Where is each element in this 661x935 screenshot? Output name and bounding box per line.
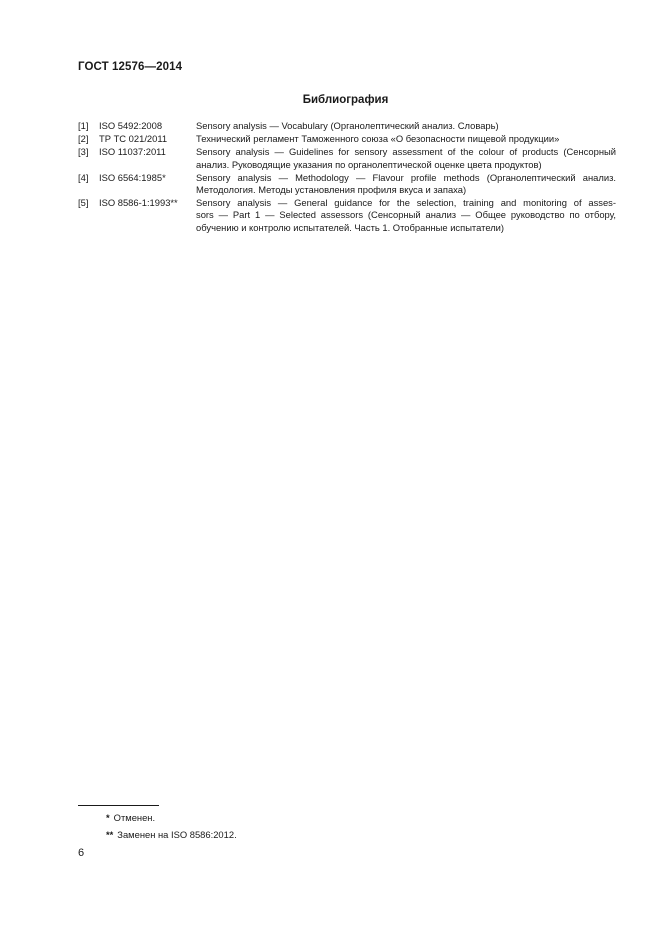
entry-description-line: Технический регламент Таможенного союза «О безопасности пищевой продукции» (196, 133, 560, 145)
bibliography-entry (78, 172, 616, 196)
entry-description (196, 172, 616, 196)
entry-description-line: Sensory analysis — Methodology — Flavour profile methods (Органолептический анализ. (196, 171, 616, 183)
entry-standard: ISO 11037:2011 (99, 146, 166, 158)
footnote (106, 812, 155, 823)
entry-number: [2] (78, 133, 89, 145)
bibliography-entry (78, 120, 616, 132)
entry-description (196, 197, 616, 234)
footnote (106, 829, 237, 840)
footnote-divider (78, 805, 159, 806)
entry-description-line: Sensory analysis — Guidelines for sensory assessment of the colour of products (Сенсорный (196, 146, 616, 158)
entry-number: [5] (78, 197, 89, 209)
entry-number: [1] (78, 120, 89, 131)
bibliography-entry (78, 197, 616, 234)
entry-description (196, 146, 616, 170)
entry-standard: ISO 8586-1:1993** (99, 197, 178, 209)
bibliography-entry (78, 133, 616, 145)
entry-description-line: Sensory analysis — Vocabulary (Органолептический анализ. Словарь) (196, 120, 499, 131)
entry-number: [3] (78, 146, 89, 158)
entry-description-line: Sensory analysis — General guidance for the selection, training and monitoring of asses- (196, 197, 616, 209)
footnote-mark: * (106, 812, 110, 823)
bibliography-entry (78, 146, 616, 170)
bibliography-title: Библиография (302, 94, 389, 106)
entry-description (196, 133, 616, 145)
entry-standard: ISO 6564:1985* (99, 171, 166, 183)
entry-description-line: Методология. Методы установления профиля вкуса и запаха) (196, 184, 467, 196)
entry-number: [4] (78, 171, 89, 183)
footnote-mark: ** (106, 829, 114, 840)
footnote-text: Отменен. (113, 812, 156, 823)
entry-description-line: обучению и контролю испытателей. Часть 1. Отобранные испытатели) (196, 221, 505, 233)
bibliography-list (78, 120, 616, 235)
footnote-text: Заменен на ISO 8586:2012. (117, 829, 237, 840)
entry-description (196, 120, 616, 132)
entry-standard: ISO 5492:2008 (99, 120, 163, 131)
document-code: ГОСТ 12576—2014 (78, 61, 183, 73)
page-number: 6 (78, 847, 85, 859)
entry-description-line: анализ. Руководящие указания по органолептической оценке цвета продуктов) (196, 158, 542, 170)
entry-standard: ТР ТС 021/2011 (99, 133, 168, 145)
entry-description-line: sors — Part 1 — Selected assessors (Сенсорный анализ — Общее руководство по отбору, (196, 209, 616, 221)
